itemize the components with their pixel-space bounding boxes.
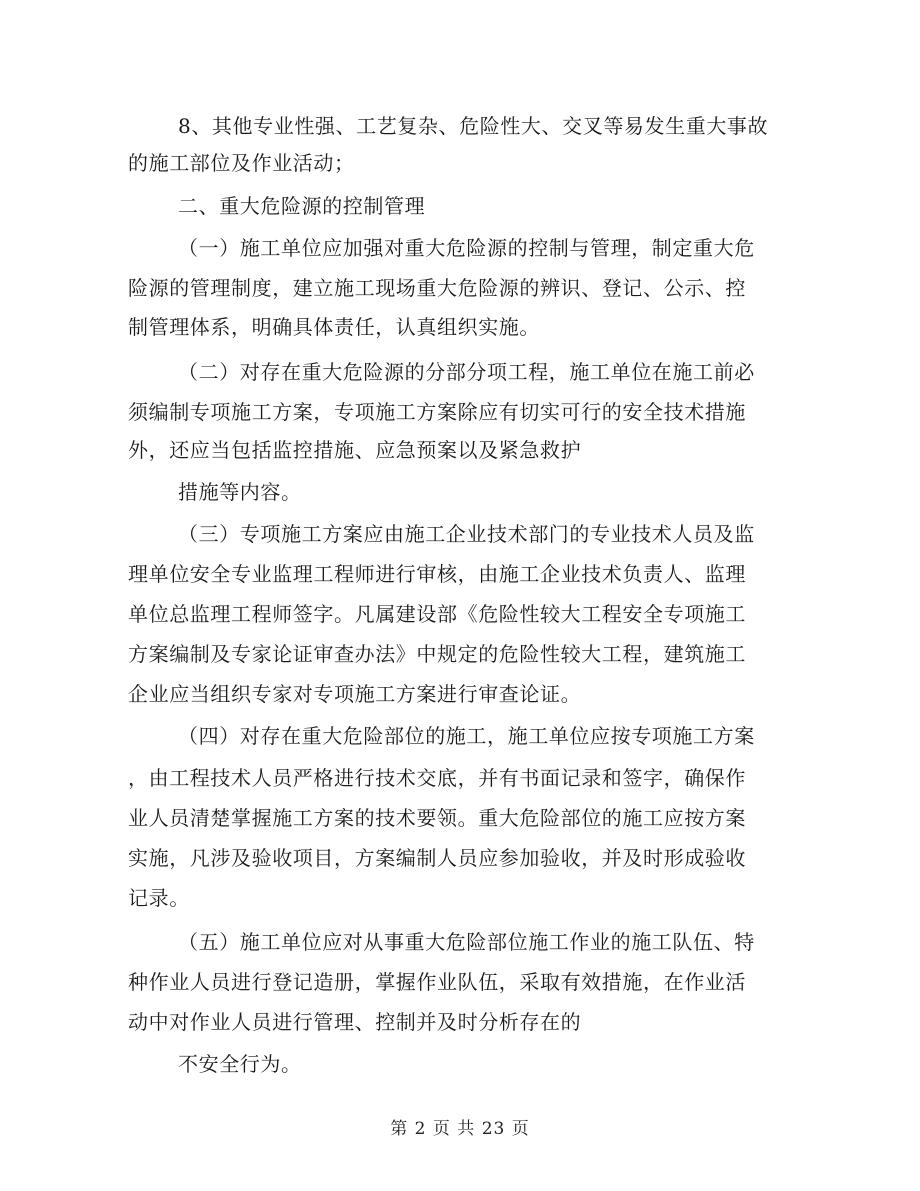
text-line: 须编制专项施工方案，专项施工方案除应有切实可行的安全技术措施 — [128, 400, 746, 424]
text-line: 业人员清楚掌握施工方案的技术要领。重大危险部位的施工应按方案 — [128, 806, 746, 830]
text-line: 不安全行为。 — [178, 1052, 302, 1076]
text-line: 8、其他专业性强、工艺复杂、危险性大、交叉等易发生重大事故 — [178, 114, 769, 138]
text-line: 理单位安全专业监理工程师进行审核，由施工企业技术负责人、监理 — [128, 562, 746, 586]
text-line: （一）施工单位应加强对重大危险源的控制与管理，制定重大危 — [178, 236, 755, 260]
text-line: 外，还应当包括监控措施、应急预案以及紧急救护 — [128, 438, 582, 462]
section-heading: 二、重大危险源的控制管理 — [178, 194, 426, 218]
page-footer: 第 2 页 共 23 页 — [390, 1119, 530, 1139]
text-line: 实施，凡涉及验收项目，方案编制人员应参加验收，并及时形成验收 — [128, 846, 746, 870]
text-line: 措施等内容。 — [178, 480, 302, 504]
text-line: 记录。 — [128, 886, 190, 910]
text-line: 的施工部位及作业活动； — [128, 151, 355, 175]
text-line: 动中对作业人员进行管理、控制并及时分析存在的 — [128, 1010, 582, 1034]
text-line: （二）对存在重大危险源的分部分项工程，施工单位在施工前必 — [178, 360, 755, 384]
text-line: （五）施工单位应对从事重大危险部位施工作业的施工队伍、特 — [178, 930, 755, 954]
text-line: ，由工程技术人员严格进行技术交底，并有书面记录和签字，确保作 — [128, 766, 746, 790]
text-line: 单位总监理工程师签字。凡属建设部《危险性较大工程安全专项施工 — [128, 602, 746, 626]
text-line: （四）对存在重大危险部位的施工，施工单位应按专项施工方案 — [178, 724, 755, 748]
text-line: （三）专项施工方案应由施工企业技术部门的专业技术人员及监 — [178, 522, 755, 546]
text-line: 企业应当组织专家对专项施工方案进行审查论证。 — [128, 682, 582, 706]
text-line: 制管理体系，明确具体责任，认真组织实施。 — [128, 315, 540, 339]
text-line: 险源的管理制度，建立施工现场重大危险源的辨识、登记、公示、控 — [128, 276, 746, 300]
text-line: 种作业人员进行登记造册，掌握作业队伍，采取有效措施，在作业活 — [128, 970, 746, 994]
text-line: 方案编制及专家论证审查办法》中规定的危险性较大工程，建筑施工 — [128, 642, 746, 666]
